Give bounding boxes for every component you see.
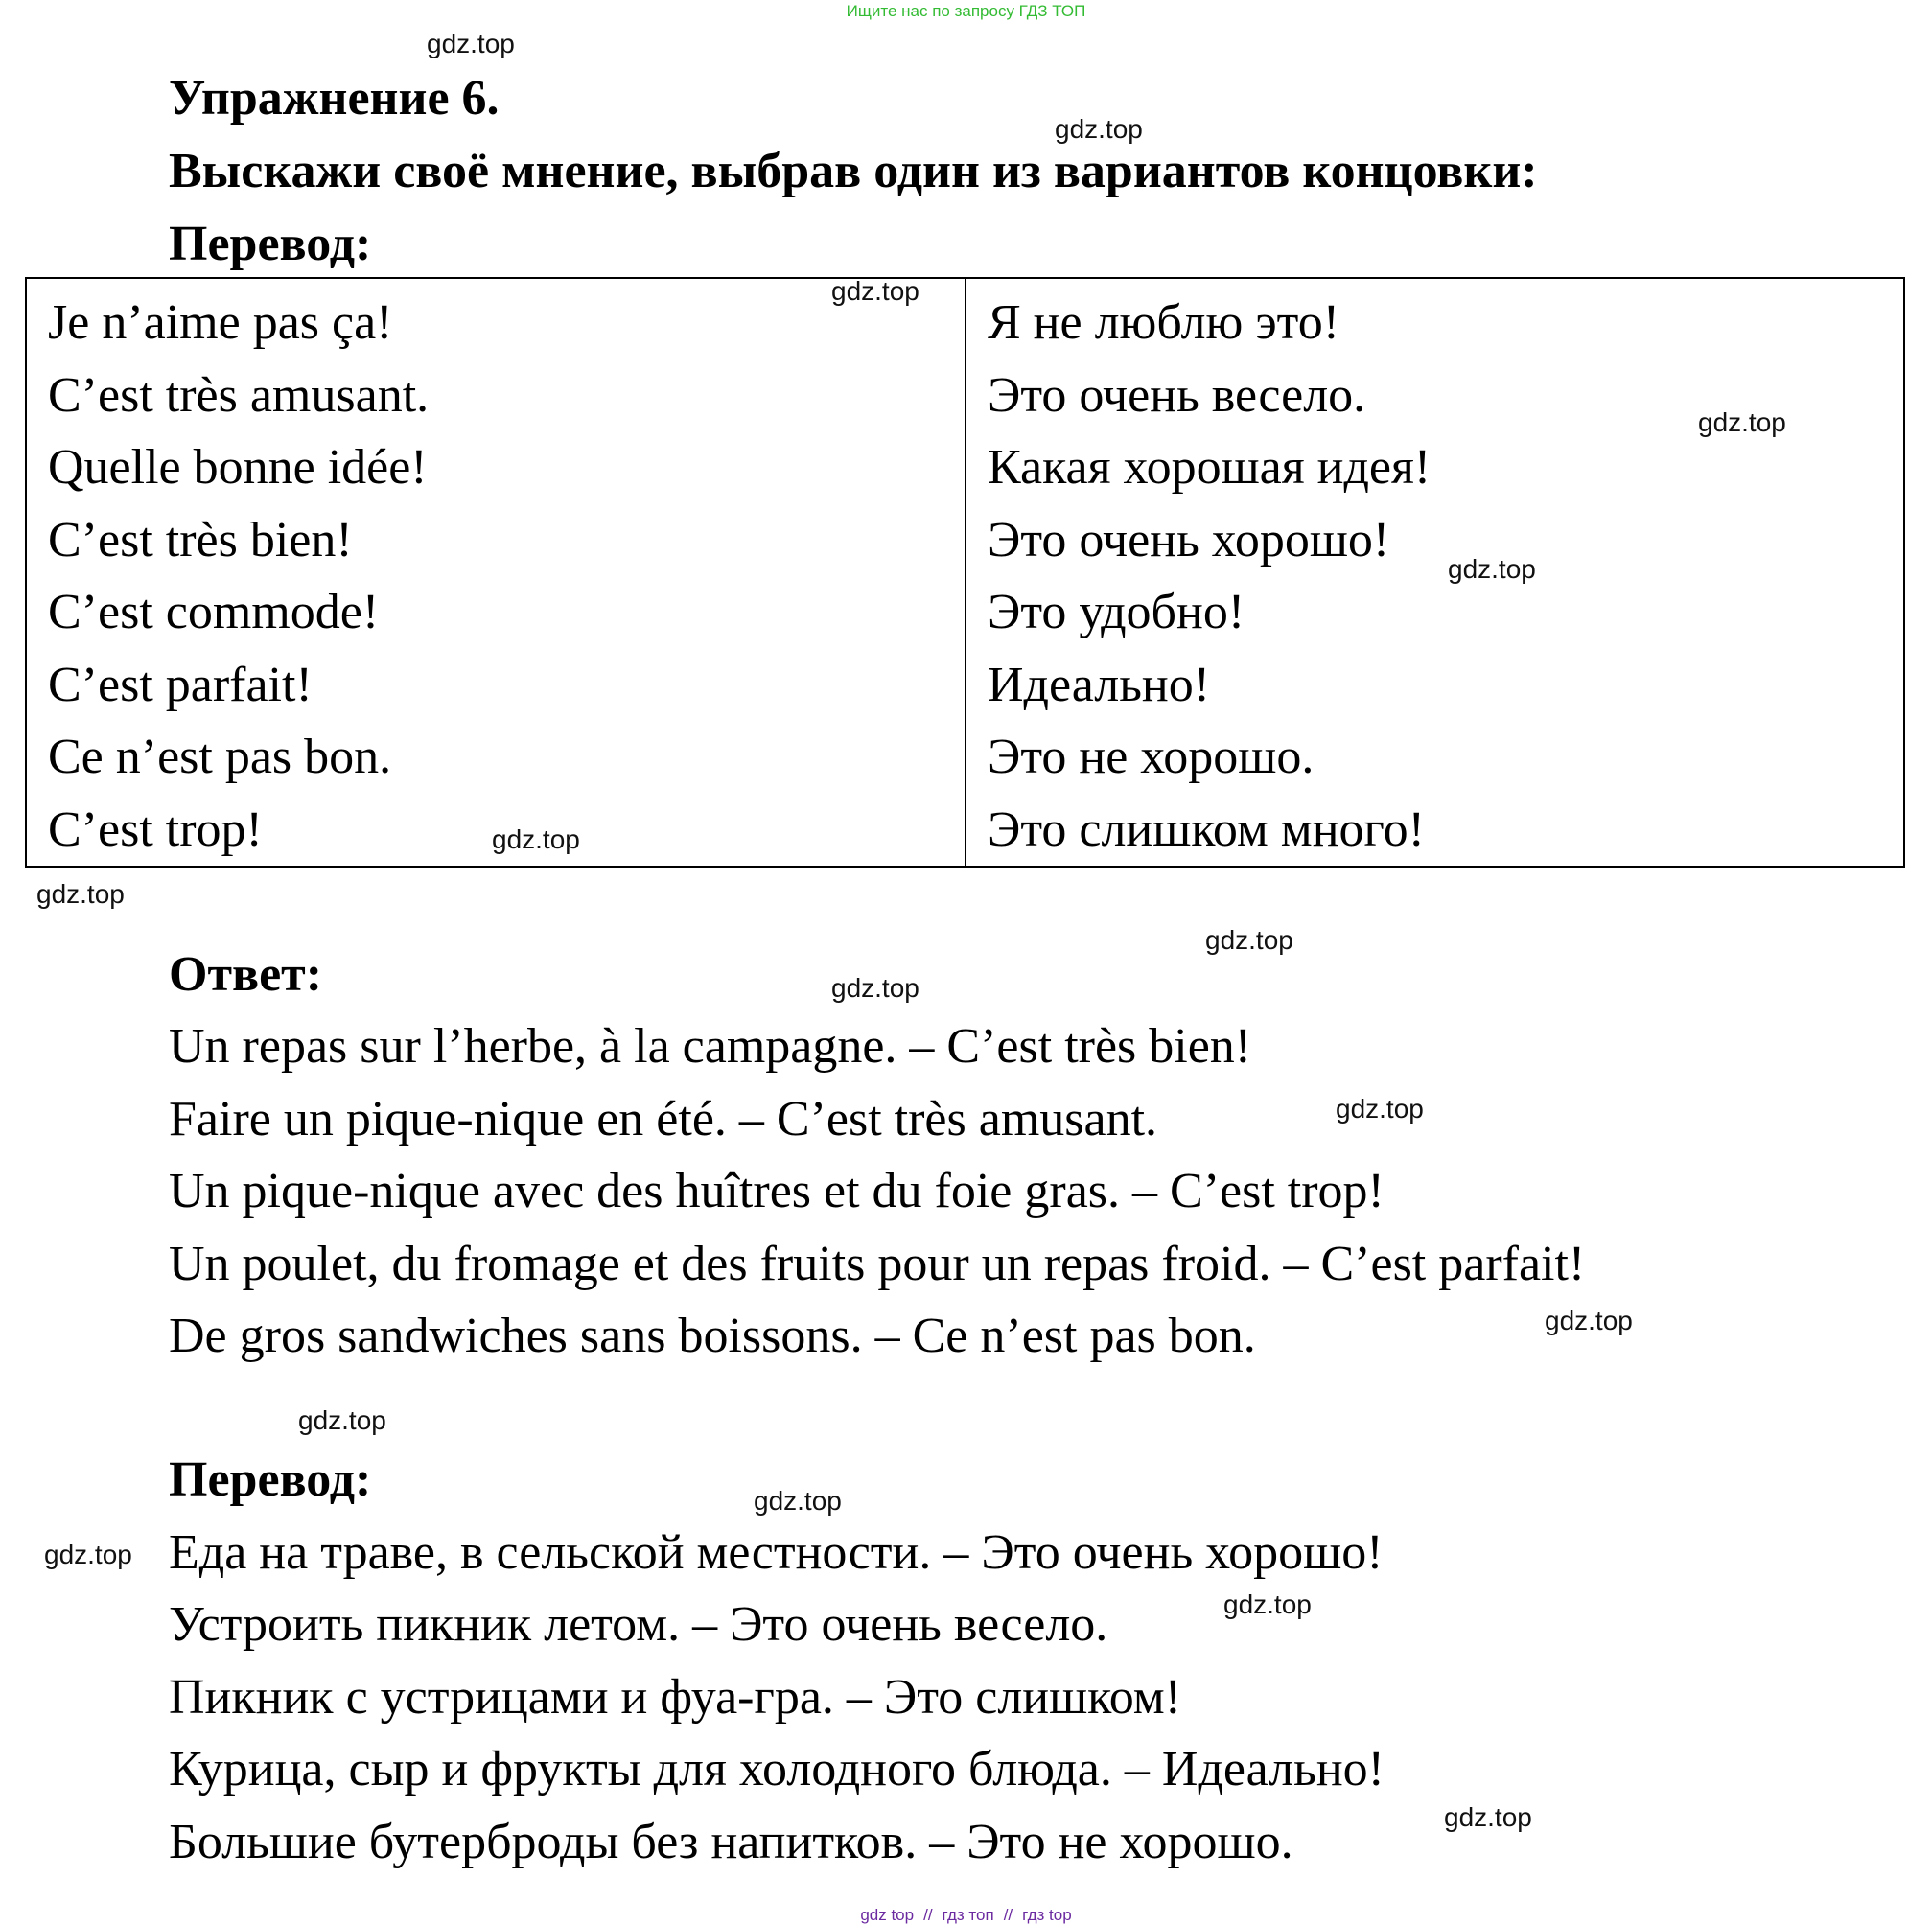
exercise-title: Упражнение 6. bbox=[169, 71, 500, 126]
russian-phrase: Это не хорошо. bbox=[988, 730, 1315, 784]
translation-line: Устроить пикник летом. – Это очень весело. bbox=[169, 1597, 1108, 1652]
watermark: gdz.top bbox=[1545, 1306, 1633, 1335]
bottom-banner-separator: // bbox=[923, 1906, 933, 1924]
watermark: gdz.top bbox=[44, 1540, 132, 1569]
french-phrase: C’est très bien! bbox=[48, 512, 353, 568]
french-column bbox=[26, 278, 966, 867]
bottom-banner-separator: // bbox=[1003, 1906, 1013, 1924]
answer-line: Un poulet, du fromage et des fruits pour un repas froid. – C’est parfait! bbox=[169, 1237, 1586, 1291]
russian-phrase: Это очень весело. bbox=[988, 367, 1366, 423]
watermark: gdz.top bbox=[427, 29, 515, 58]
watermark: gdz.top bbox=[831, 276, 919, 306]
watermark: gdz.top bbox=[1336, 1094, 1424, 1124]
bottom-banner-item: гдз top bbox=[1022, 1906, 1072, 1924]
russian-phrase: Это удобно! bbox=[988, 585, 1245, 639]
french-phrase: Je n’aime pas ça! bbox=[48, 295, 393, 350]
answer-line: De gros sandwiches sans boissons. – Ce n’est pas bon. bbox=[169, 1309, 1256, 1363]
exercise-instruction: Выскажи своё мнение, выбрав один из вариантов концовки: bbox=[169, 144, 1538, 198]
translation-line: Еда на траве, в сельской местности. – Это очень хорошо! bbox=[169, 1525, 1384, 1580]
french-phrase: Ce n’est pas bon. bbox=[48, 730, 392, 784]
russian-phrase: Я не люблю это! bbox=[988, 295, 1340, 350]
watermark: gdz.top bbox=[831, 973, 919, 1003]
answer-heading: Ответ: bbox=[169, 947, 323, 1002]
bottom-banner bbox=[0, 1906, 1932, 1925]
translation-heading: Перевод: bbox=[169, 217, 372, 271]
russian-phrase: Какая хорошая идея! bbox=[988, 440, 1432, 495]
top-banner: Ищите нас по запросу ГДЗ ТОП bbox=[846, 2, 1086, 20]
bottom-banner-item: гдз топ bbox=[942, 1906, 994, 1924]
russian-phrase: Это слишком много! bbox=[988, 801, 1425, 857]
russian-phrase: Идеально! bbox=[988, 657, 1211, 712]
answer-line: Un pique-nique avec des huîtres et du foie gras. – C’est trop! bbox=[169, 1164, 1385, 1218]
watermark: gdz.top bbox=[1444, 1802, 1532, 1832]
watermark: gdz.top bbox=[1698, 407, 1786, 437]
french-phrase: Quelle bonne idée! bbox=[48, 440, 428, 495]
watermark: gdz.top bbox=[298, 1405, 386, 1435]
watermark: gdz.top bbox=[754, 1486, 842, 1516]
watermark: gdz.top bbox=[1205, 925, 1293, 955]
french-phrase: C’est parfait! bbox=[48, 657, 313, 712]
french-phrase: C’est trop! bbox=[48, 801, 263, 857]
translation-line: Большие бутерброды без напитков. – Это не хорошо. bbox=[169, 1815, 1293, 1869]
watermark: gdz.top bbox=[1055, 114, 1143, 144]
answer-line: Un repas sur l’herbe, à la campagne. – C’est très bien! bbox=[169, 1019, 1252, 1074]
watermark: gdz.top bbox=[1223, 1589, 1312, 1619]
watermark: gdz.top bbox=[492, 824, 580, 854]
answer-translation-heading: Перевод: bbox=[169, 1452, 372, 1507]
translation-line: Курица, сыр и фрукты для холодного блюда. – Идеально! bbox=[169, 1742, 1385, 1797]
french-phrase: C’est commode! bbox=[48, 585, 380, 639]
phrase-table bbox=[25, 277, 1905, 868]
watermark: gdz.top bbox=[1448, 554, 1536, 584]
watermark: gdz.top bbox=[36, 879, 125, 909]
translation-line: Пикник с устрицами и фуа-гра. – Это слишком! bbox=[169, 1670, 1182, 1725]
bottom-banner-item: gdz top bbox=[860, 1906, 915, 1924]
russian-column bbox=[966, 278, 1904, 867]
answer-line: Faire un pique-nique en été. – C’est très amusant. bbox=[169, 1092, 1158, 1147]
russian-phrase: Это очень хорошо! bbox=[988, 512, 1390, 568]
french-phrase: C’est très amusant. bbox=[48, 367, 430, 423]
